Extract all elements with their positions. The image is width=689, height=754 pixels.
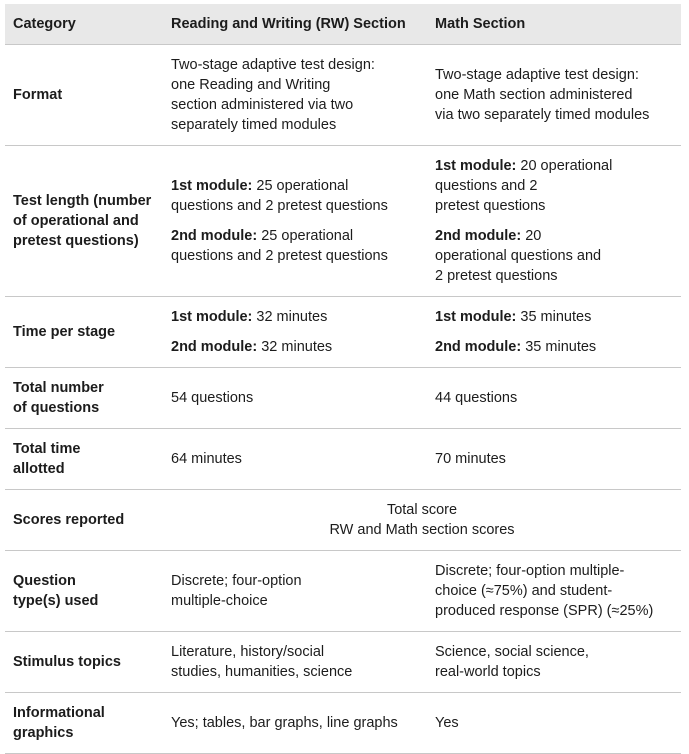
cell-math: 44 questions [427, 368, 681, 429]
row-label: Scores reported [5, 490, 163, 551]
table-row [5, 632, 681, 693]
cell-rw: Two-stage adaptive test design: one Reading and Writing section administered via two separately timed modules [163, 45, 427, 146]
cell-rw: Yes; tables, bar graphs, line graphs [163, 693, 427, 754]
cell-rw: 54 questions [163, 368, 427, 429]
header-rw: Reading and Writing (RW) Section [163, 4, 427, 45]
table-row [5, 490, 681, 551]
cell-rw: 1st module: 25 operational questions and 2 pretest questions 2nd module: 25 operational questions and 2 pretest questions [163, 146, 427, 297]
row-label: Time per stage [5, 297, 163, 368]
table-row [5, 297, 681, 368]
header-category: Category [5, 4, 163, 45]
table-row [5, 45, 681, 146]
cell-rw: Literature, history/social studies, humanities, science [163, 632, 427, 693]
cell-math: Science, social science, real-world topics [427, 632, 681, 693]
table-row [5, 429, 681, 490]
row-label: Informational graphics [5, 693, 163, 754]
table-row [5, 368, 681, 429]
cell-math: 1st module: 20 operational questions and 2 pretest questions 2nd module: 20 operational questions and 2 pretest questions [427, 146, 681, 297]
row-label: Test length (number of operational and pretest questions) [5, 146, 163, 297]
cell-scores: Total score RW and Math section scores [163, 490, 681, 551]
row-label: Format [5, 45, 163, 146]
cell-rw: 64 minutes [163, 429, 427, 490]
cell-rw: Discrete; four-option multiple-choice [163, 551, 427, 632]
cell-math: Discrete; four-option multiple- choice (≈75%) and student- produced response (SPR) (≈25%) [427, 551, 681, 632]
cell-math: 70 minutes [427, 429, 681, 490]
row-label: Question type(s) used [5, 551, 163, 632]
cell-rw: 1st module: 32 minutes 2nd module: 32 minutes [163, 297, 427, 368]
table-row [5, 693, 681, 754]
cell-math: Yes [427, 693, 681, 754]
table-row [5, 146, 681, 297]
cell-math: Two-stage adaptive test design: one Math section administered via two separately timed modules [427, 45, 681, 146]
row-label: Stimulus topics [5, 632, 163, 693]
cell-math: 1st module: 35 minutes 2nd module: 35 minutes [427, 297, 681, 368]
header-math: Math Section [427, 4, 681, 45]
row-label: Total number of questions [5, 368, 163, 429]
sat-structure-table [5, 4, 681, 754]
header-row [5, 4, 681, 45]
row-label: Total time allotted [5, 429, 163, 490]
table-row [5, 551, 681, 632]
